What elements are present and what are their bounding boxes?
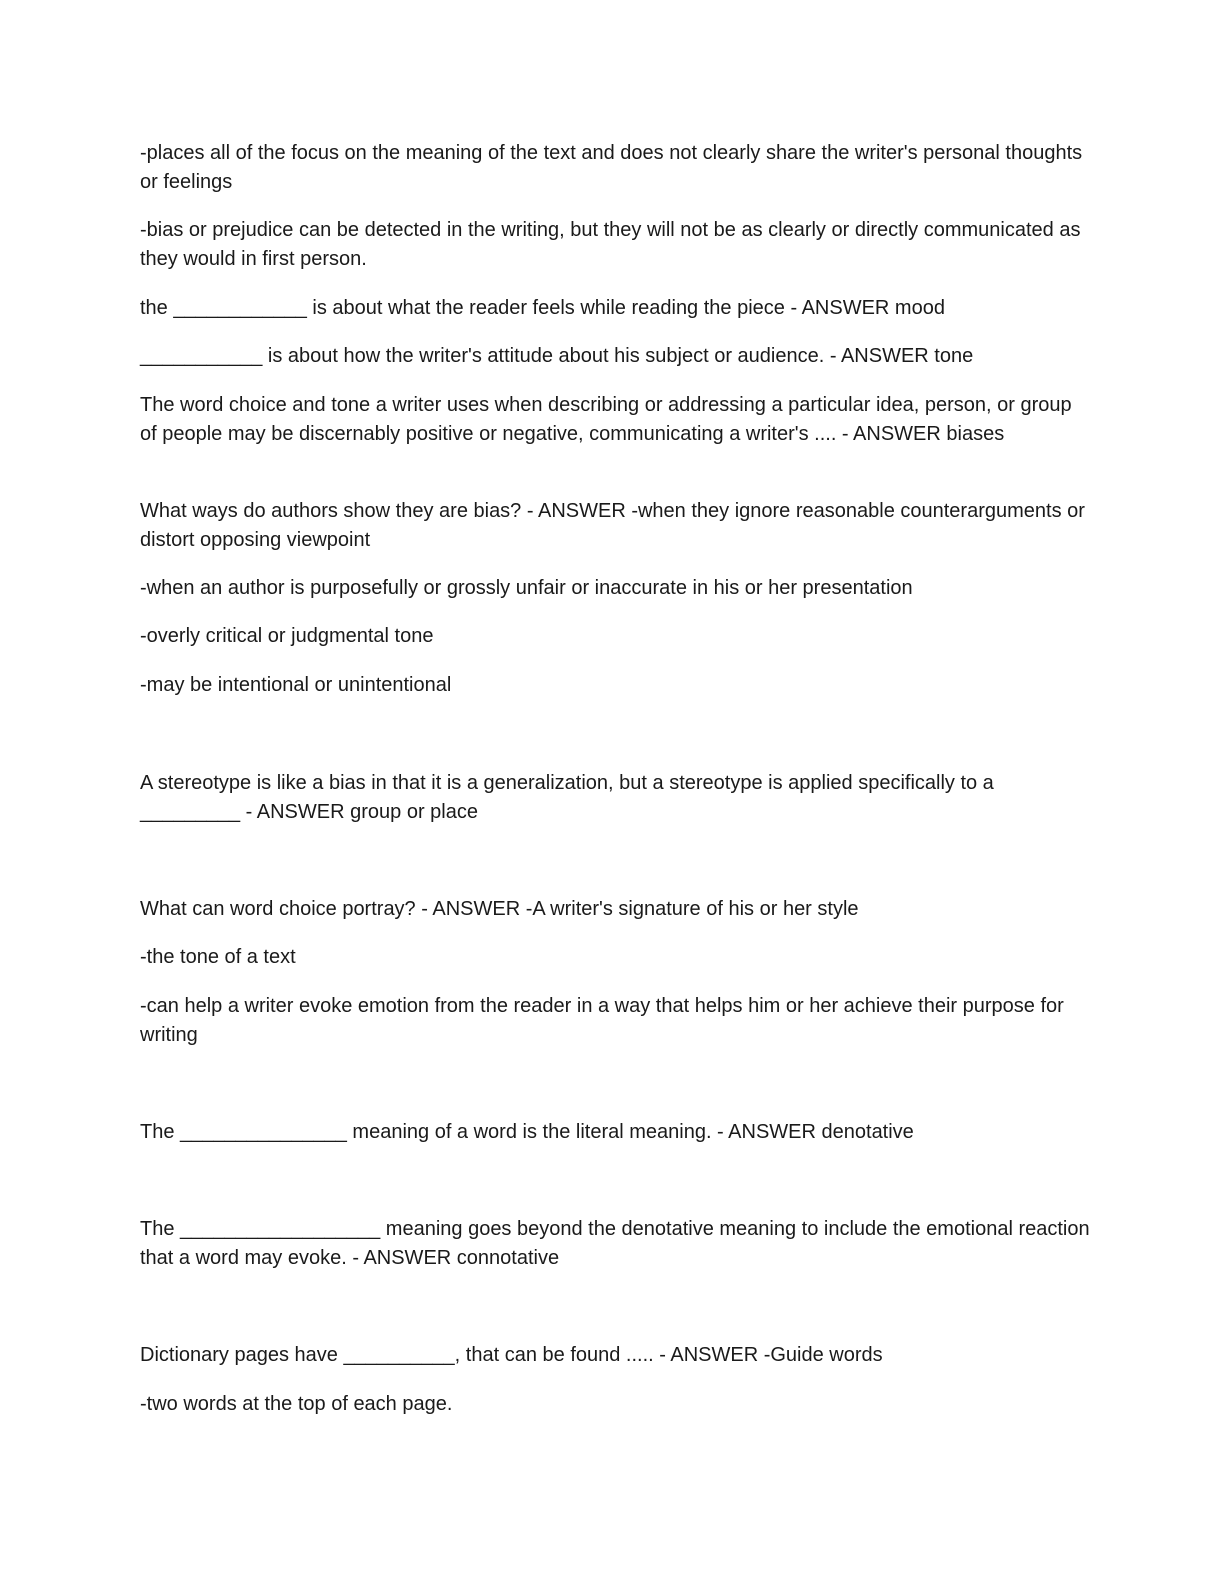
paragraph-2: -bias or prejudice can be detected in the writing, but they will not be as clearly or directly communicated as they would in first person.	[140, 219, 1081, 270]
paragraph-7: -when an author is purposefully or grossly unfair or inaccurate in his or her presentation	[140, 577, 913, 599]
paragraph-8: -overly critical or judgmental tone	[140, 625, 434, 647]
document-page	[140, 0, 1090, 1584]
paragraph-6: What ways do authors show they are bias? - ANSWER -when they ignore reasonable counterarguments or distort opposing viewpoint	[140, 500, 1085, 551]
paragraph-11: What can word choice portray? - ANSWER -A writer's signature of his or her style	[140, 898, 859, 920]
paragraph-16: Dictionary pages have __________, that can be found ..... - ANSWER -Guide words	[140, 1344, 883, 1366]
paragraph-10: A stereotype is like a bias in that it is a generalization, but a stereotype is applied specifically to a _________ - ANSWER group or place	[140, 772, 994, 823]
paragraph-13: -can help a writer evoke emotion from the reader in a way that helps him or her achieve their purpose for writing	[140, 995, 1064, 1046]
paragraph-12: -the tone of a text	[140, 946, 296, 968]
paragraph-15: The __________________ meaning goes beyond the denotative meaning to include the emotional reaction that a word may evoke. - ANSWER connotative	[140, 1218, 1090, 1269]
paragraph-3: the ____________ is about what the reader feels while reading the piece - ANSWER mood	[140, 297, 945, 319]
paragraph-4: ___________ is about how the writer's attitude about his subject or audience. - ANSWER tone	[140, 345, 974, 367]
paragraph-14: The _______________ meaning of a word is the literal meaning. - ANSWER denotative	[140, 1121, 914, 1143]
paragraph-17: -two words at the top of each page.	[140, 1393, 453, 1415]
paragraph-9: -may be intentional or unintentional	[140, 674, 452, 696]
paragraph-5: The word choice and tone a writer uses when describing or addressing a particular idea, person, or group of people may be discernably positive or negative, communicating a writer's .... - ANSWER biases	[140, 394, 1072, 445]
paragraph-1: -places all of the focus on the meaning of the text and does not clearly share the writer's personal thoughts or feelings	[140, 142, 1083, 193]
